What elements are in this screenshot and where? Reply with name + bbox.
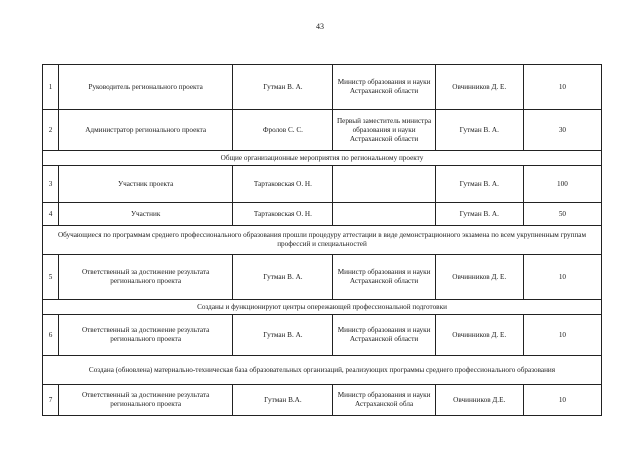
supervisor2-cell: Овчинников Д. Е. [435, 315, 523, 356]
table-row [43, 203, 602, 226]
supervisor2-cell: Овчинников Д. Е. [435, 65, 523, 110]
table-row [43, 315, 602, 356]
percent-cell: 50 [523, 203, 601, 226]
table-row [43, 385, 602, 416]
percent-cell: 10 [523, 385, 601, 416]
row-number: 2 [43, 110, 59, 151]
section-row [43, 226, 602, 255]
supervisor-cell: Министр образования и науки Астраханской обла [333, 385, 435, 416]
role-cell: Ответственный за достижение результата регионального проекта [59, 385, 233, 416]
supervisor-cell: Министр образования и науки Астраханской области [333, 65, 435, 110]
role-cell: Ответственный за достижение результата регионального проекта [59, 255, 233, 300]
supervisor2-cell: Гутман В. А. [435, 110, 523, 151]
section-row [43, 151, 602, 166]
supervisor-cell: Первый заместитель министра образования и науки Астраханской области [333, 110, 435, 151]
supervisor-cell [333, 203, 435, 226]
section-title: Обучающиеся по программам среднего профессионального образования прошли процедуру аттестации в виде демонстрационного экзамена по всем укрупненным группам профессий и специальностей [43, 226, 602, 255]
name-cell: Гутман В. А. [233, 255, 333, 300]
page-number: 43 [316, 22, 324, 31]
section-title: Создана (обновлена) материально-техническая база образовательных организаций, реализующих программы среднего профессионального образования [43, 356, 602, 385]
supervisor-cell: Министр образования и науки Астраханской области [333, 255, 435, 300]
row-number: 4 [43, 203, 59, 226]
name-cell: Гутман В. А. [233, 315, 333, 356]
percent-cell: 30 [523, 110, 601, 151]
section-title: Общие организационные мероприятия по региональному проекту [43, 151, 602, 166]
table-row [43, 110, 602, 151]
name-cell: Гутман В. А. [233, 65, 333, 110]
role-cell: Участник [59, 203, 233, 226]
row-number: 7 [43, 385, 59, 416]
section-title: Созданы и функционируют центры опережающей профессиональной подготовки [43, 300, 602, 315]
role-cell: Администратор регионального проекта [59, 110, 233, 151]
name-cell: Гутман В.А. [233, 385, 333, 416]
row-number: 3 [43, 166, 59, 203]
supervisor2-cell: Овчинников Д. Е. [435, 255, 523, 300]
supervisor2-cell: Гутман В. А. [435, 166, 523, 203]
percent-cell: 10 [523, 65, 601, 110]
percent-cell: 100 [523, 166, 601, 203]
section-row [43, 300, 602, 315]
section-row [43, 356, 602, 385]
table-row [43, 166, 602, 203]
percent-cell: 10 [523, 255, 601, 300]
row-number: 1 [43, 65, 59, 110]
name-cell: Фролов С. С. [233, 110, 333, 151]
role-cell: Ответственный за достижение результата регионального проекта [59, 315, 233, 356]
supervisor-cell: Министр образования и науки Астраханской области [333, 315, 435, 356]
name-cell: Тартаковская О. Н. [233, 203, 333, 226]
row-number: 6 [43, 315, 59, 356]
role-cell: Руководитель регионального проекта [59, 65, 233, 110]
table-row [43, 65, 602, 110]
row-number: 5 [43, 255, 59, 300]
supervisor2-cell: Овчинников Д.Е. [435, 385, 523, 416]
supervisor2-cell: Гутман В. А. [435, 203, 523, 226]
percent-cell: 10 [523, 315, 601, 356]
responsibility-table [42, 64, 602, 416]
table-row [43, 255, 602, 300]
role-cell: Участник проекта [59, 166, 233, 203]
name-cell: Тартаковская О. Н. [233, 166, 333, 203]
supervisor-cell [333, 166, 435, 203]
